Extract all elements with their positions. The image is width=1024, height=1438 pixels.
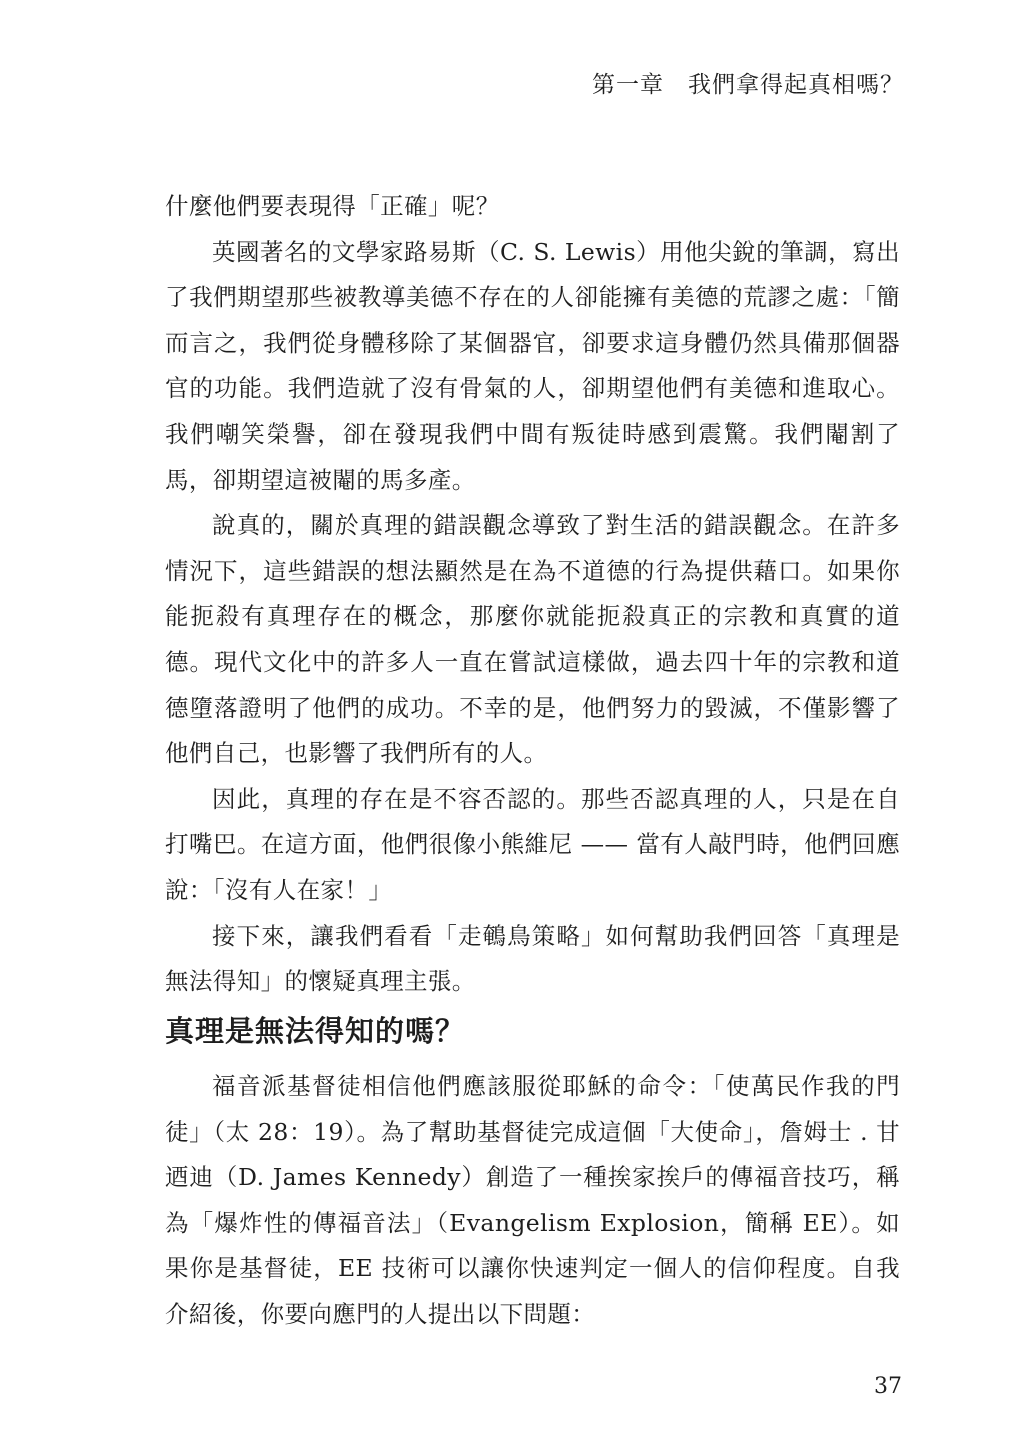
paragraph-lewis-quote: 英國著名的文學家路易斯（C. S. Lewis）用他尖銳的筆調，寫出了我們期望那些被教導美德不存在的人卻能擁有美德的荒謬之處：「簡而言之，我們從身體移除了某個器官，卻要求這身體仍然具備那個器官的功能。我們造就了沒有骨氣的人，卻期望他們有美德和進取心。我們嘲笑榮譽，卻在發現我們中間有叛徒時感到震驚。我們閹割了馬，卻期望這被閹的馬多產。	[165, 237, 900, 494]
paragraph-next-section-intro: 接下來，讓我們看看「走鵪鳥策略」如何幫助我們回答「真理是無法得知」的懷疑真理主張。	[165, 921, 900, 996]
paragraph-wrong-ideas: 說真的，關於真理的錯誤觀念導致了對生活的錯誤觀念。在許多情況下，這些錯誤的想法顯然是在為不道德的行為提供藉口。如果你能扼殺有真理存在的概念，那麼你就能扼殺真正的宗教和真實的道德。現代文化中的許多人一直在嘗試這樣做，過去四十年的宗教和道德墮落證明了他們的成功。不幸的是，他們努力的毀滅，不僅影響了他們自己，也影響了我們所有的人。	[165, 511, 900, 768]
body-text	[165, 184, 900, 1005]
paragraph-evangelism-explosion: 福音派基督徒相信他們應該服從耶穌的命令：「使萬民作我的門徒」（太 28：19）。為了幫助基督徒完成這個「大使命」，詹姆士 . 甘迺迪（D. James Kennedy）創造了一種挨家挨戶的傳福音技巧，稱為「爆炸性的傳福音法」（Evangelism Explosion，簡稱 EE）。如果你是基督徒，EE 技術可以讓你快速判定一個人的信仰程度。自我介紹後，你要向應門的人提出以下問題：	[165, 1072, 900, 1328]
paragraph-winnie-the-pooh: 因此，真理的存在是不容否認的。那些否認真理的人，只是在自打嘴巴。在這方面，他們很像小熊維尼 —— 當有人敲門時，他們回應說：「沒有人在家！」	[165, 784, 900, 904]
section-heading: 真理是無法得知的嗎？	[165, 1014, 466, 1048]
paragraph-continuation: 什麼他們要表現得「正確」呢？	[165, 192, 500, 220]
running-header: 第一章 我們拿得起真相嗎？	[592, 72, 904, 98]
section-text	[165, 1064, 900, 1338]
page-number: 37	[874, 1374, 902, 1399]
